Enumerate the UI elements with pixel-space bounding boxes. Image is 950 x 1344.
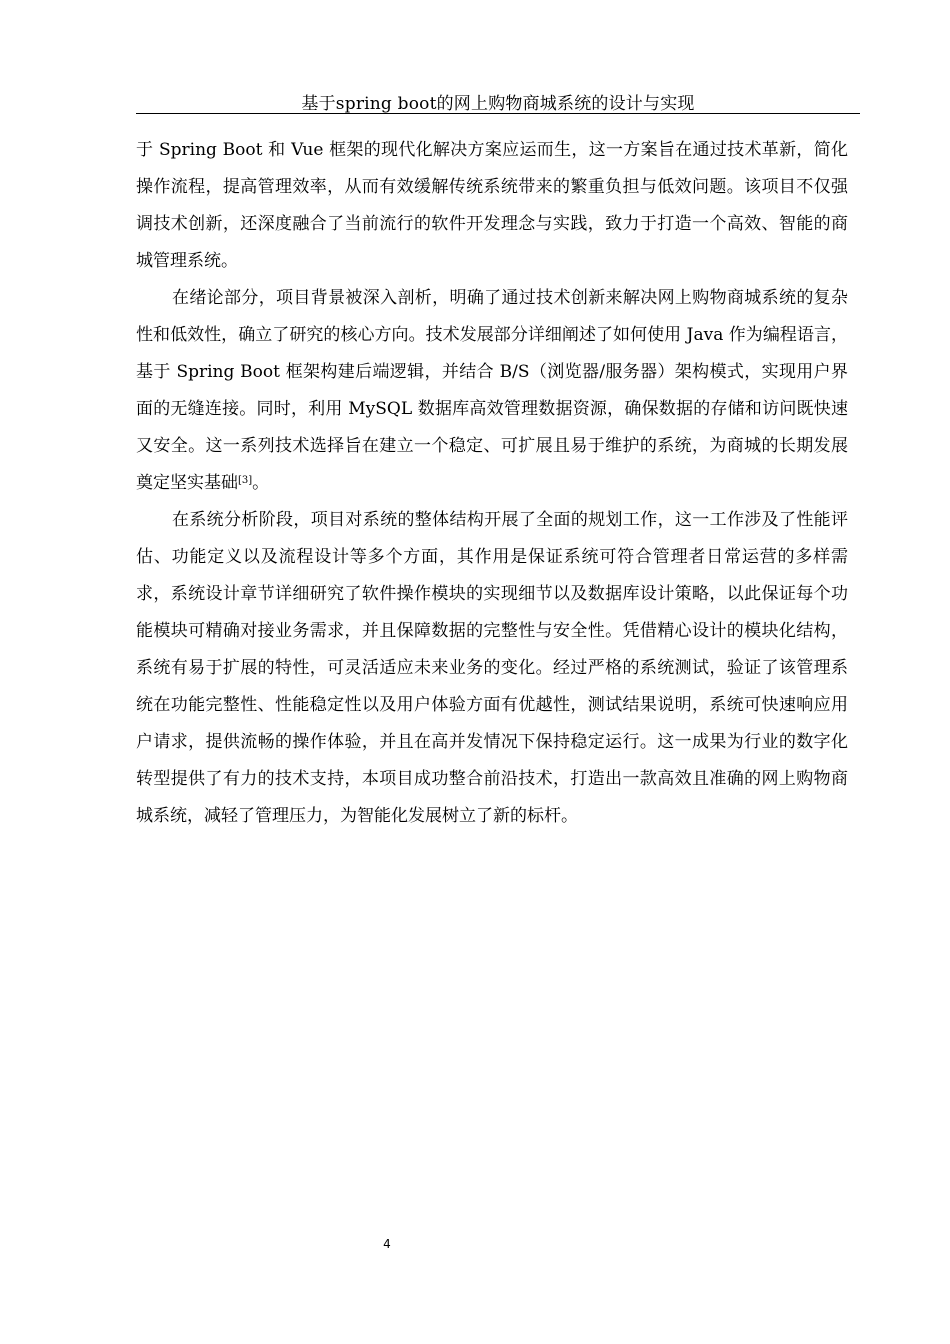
paragraph-introduction-tail: 。 [252, 473, 270, 493]
paragraph-continuation: 于 Spring Boot 和 Vue 框架的现代化解决方案应运而生，这一方案旨在通过技术革新，简化操作流程，提高管理效率，从而有效缓解传统系统带来的繁重负担与低效问题。该项目不仅强调技术创新，还深度融合了当前流行的软件开发理念与实践，致力于打造一个高效、智能的商城管理系统。 [136, 140, 848, 271]
paragraph-introduction-text: 在绪论部分，项目背景被深入剖析，明确了通过技术创新来解决网上购物商城系统的复杂性和低效性，确立了研究的核心方向。技术发展部分详细阐述了如何使用 Java 作为编程语言，基于 Spring Boot 框架构建后端逻辑，并结合 B/S（浏览器/服务器）架构模式，实现用户界面的无缝连接。同时，利用 MySQL 数据库高效管理数据资源，确保数据的存储和访问既快速又安全。这一系列技术选择旨在建立一个稳定、可扩展且易于维护的系统，为商城的长期发展奠定坚实基础 [136, 288, 848, 493]
citation-reference[interactable]: [3] [238, 475, 253, 486]
header-divider [136, 113, 860, 114]
page-number: 4 [383, 1237, 391, 1251]
running-header-title: 基于spring boot的网上购物商城系统的设计与实现 [301, 94, 695, 114]
paragraph-introduction [136, 280, 848, 502]
body-text [136, 132, 848, 835]
paragraph-system-analysis: 在系统分析阶段，项目对系统的整体结构开展了全面的规划工作，这一工作涉及了性能评估、功能定义以及流程设计等多个方面，其作用是保证系统可符合管理者日常运营的多样需求，系统设计章节详细研究了软件操作模块的实现细节以及数据库设计策略，以此保证每个功能模块可精确对接业务需求，并且保障数据的完整性与安全性。凭借精心设计的模块化结构，系统有易于扩展的特性，可灵活适应未来业务的变化。经过严格的系统测试，验证了该管理系统在功能完整性、性能稳定性以及用户体验方面有优越性，测试结果说明，系统可快速响应用户请求，提供流畅的操作体验，并且在高并发情况下保持稳定运行。这一成果为行业的数字化转型提供了有力的技术支持，本项目成功整合前沿技术，打造出一款高效且准确的网上购物商城系统，减轻了管理压力，为智能化发展树立了新的标杆。 [136, 510, 848, 826]
